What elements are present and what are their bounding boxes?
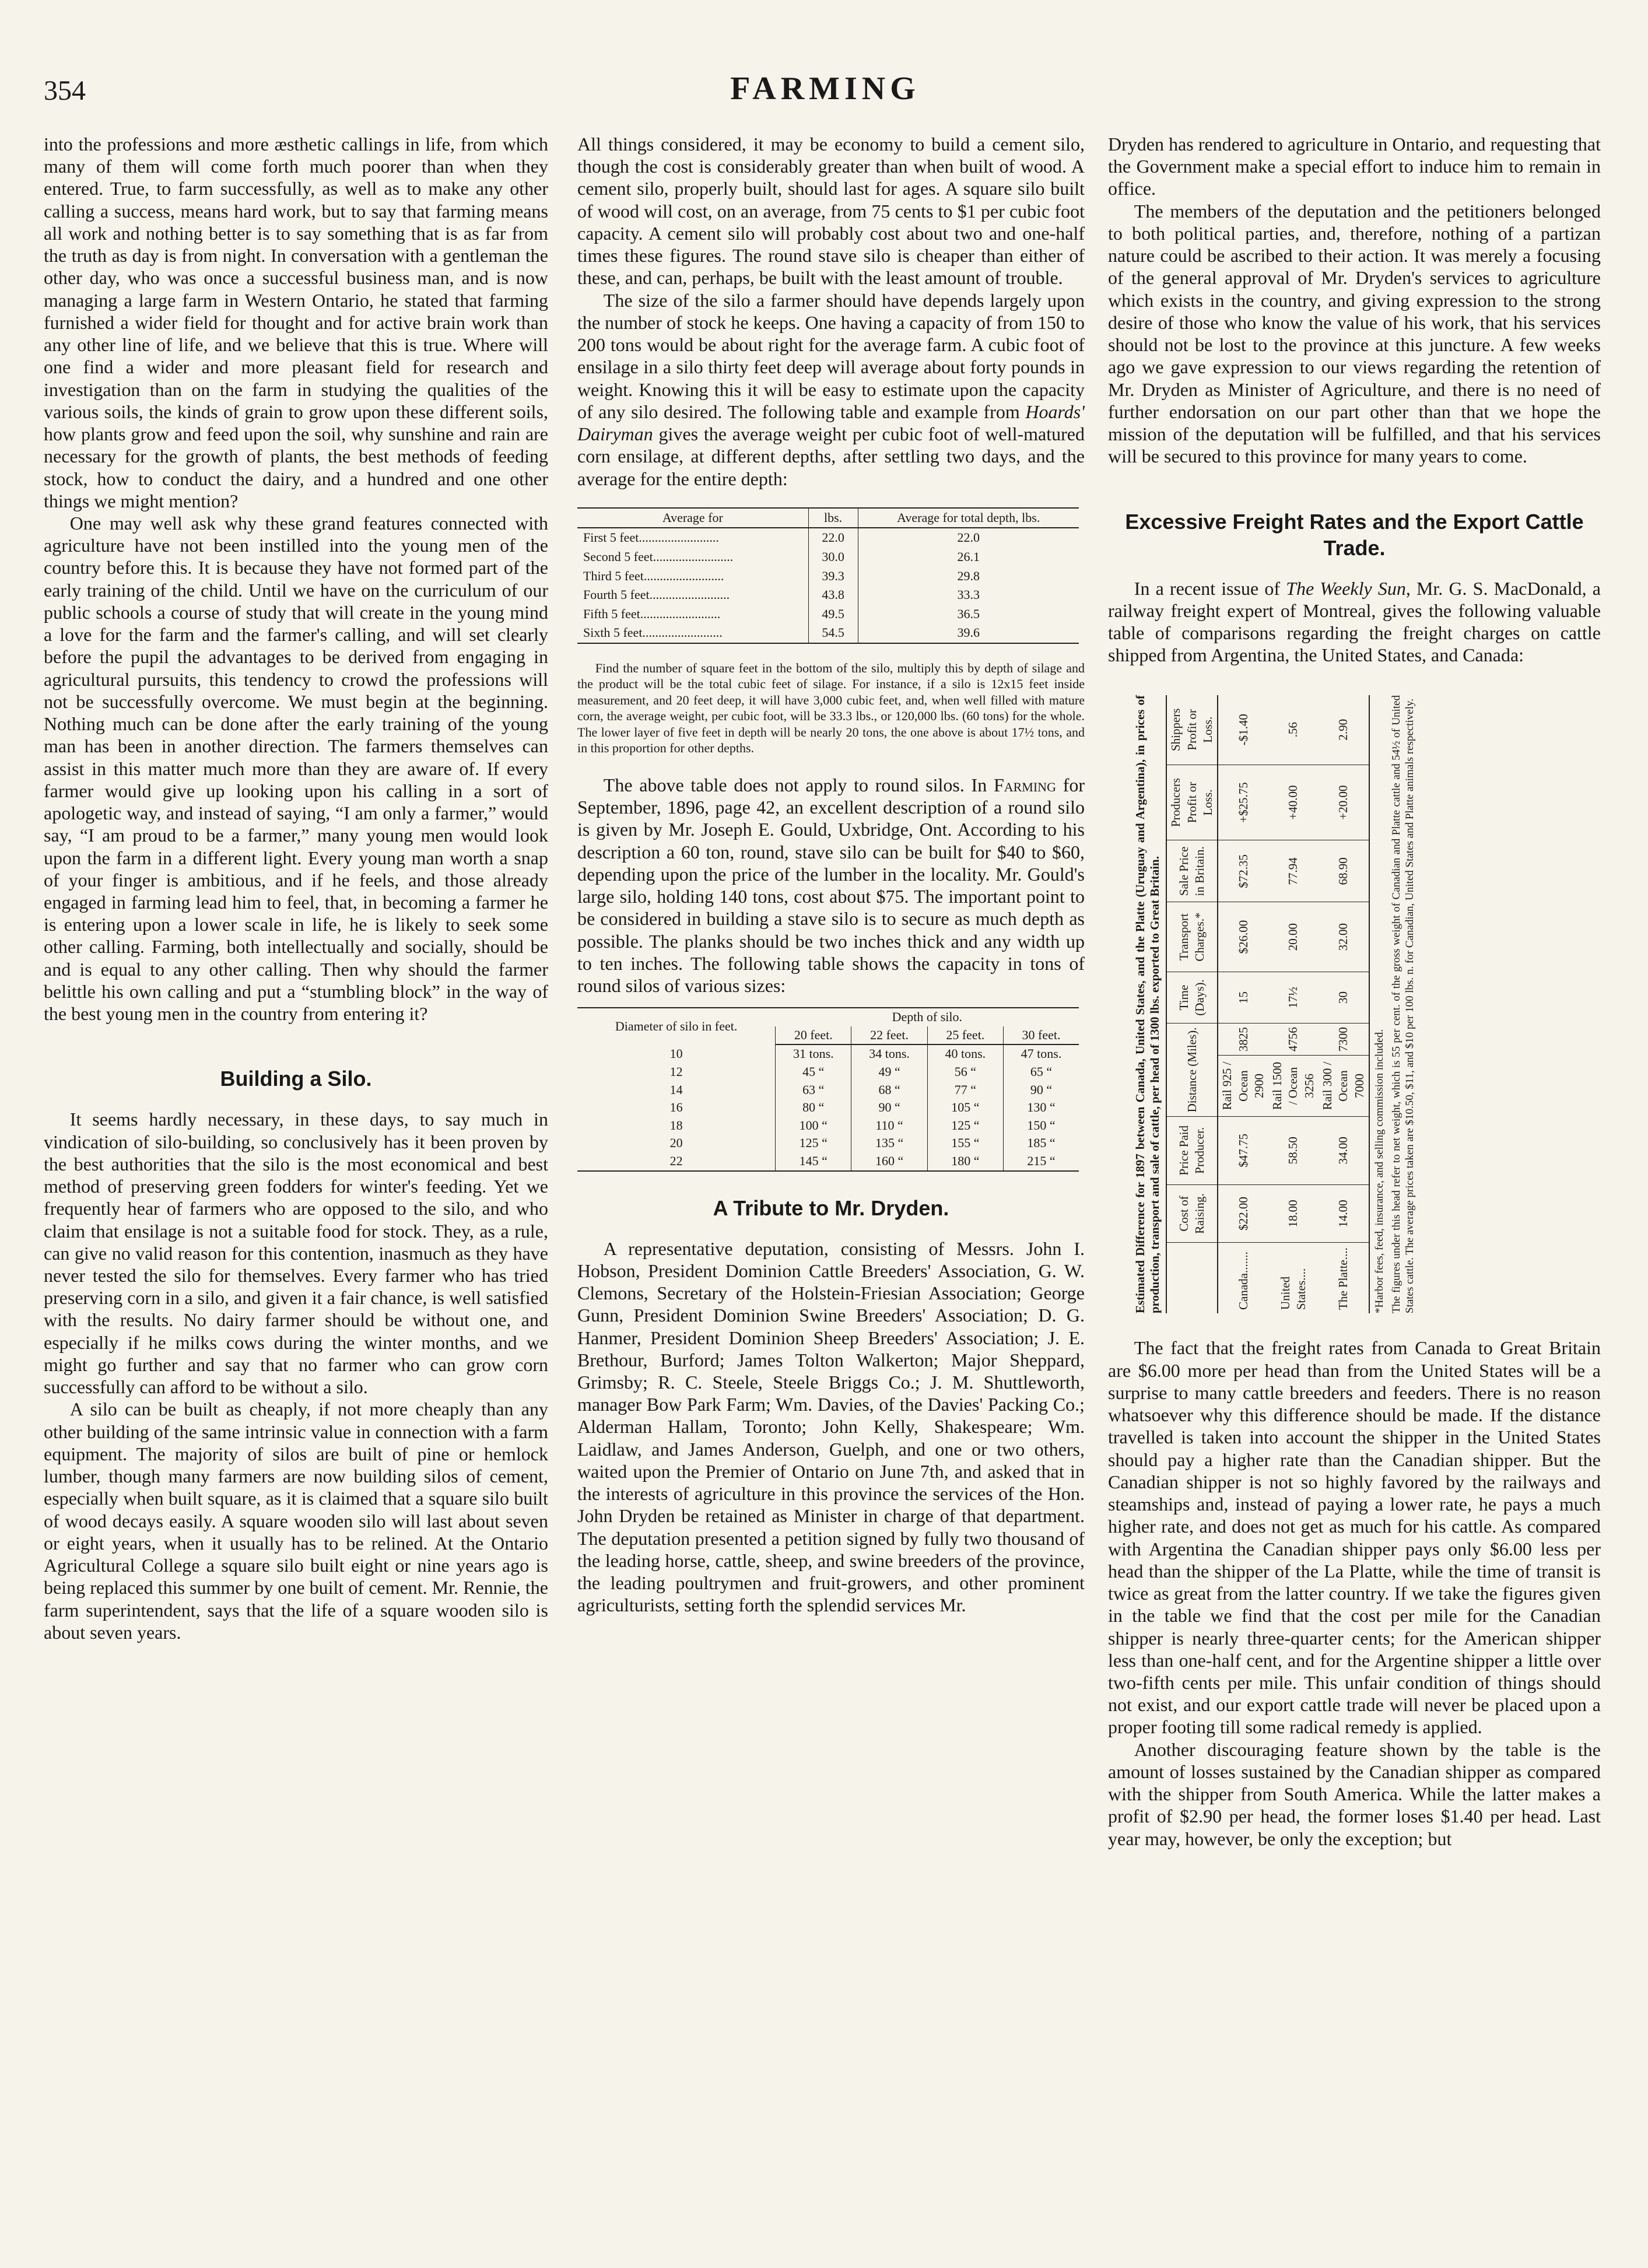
table-cell: 145 “ — [776, 1152, 851, 1171]
table-cell: +$25.75 — [1218, 765, 1268, 840]
table-header: Distance (Miles). — [1166, 1023, 1218, 1117]
table-cell: Rail 1500 / Ocean 3256 — [1268, 1056, 1319, 1117]
table-cell: 15 — [1218, 972, 1268, 1023]
table-row — [577, 1134, 1079, 1152]
table-cell: 18.00 — [1268, 1185, 1319, 1243]
table-header: 30 feet. — [1003, 1026, 1079, 1045]
table-cell: 80 “ — [776, 1099, 851, 1117]
table-cell: 36.5 — [858, 605, 1079, 624]
table-header: Cost of Raising. — [1166, 1185, 1218, 1243]
table-cell: 58.50 — [1268, 1117, 1319, 1185]
table-cell: United States.... — [1278, 1268, 1308, 1310]
table-cell: Sixth 5 feet......................... — [583, 625, 723, 640]
table-header: lbs. — [808, 508, 858, 528]
table-cell: 215 “ — [1003, 1152, 1079, 1171]
round-silo-table — [577, 1007, 1079, 1171]
table-cell: Rail 300 / Ocean 7000 — [1319, 1056, 1369, 1117]
table-cell: 105 “ — [927, 1099, 1003, 1117]
table-row — [577, 1117, 1079, 1135]
table-header: Diameter of silo in feet. — [615, 1019, 738, 1034]
table-header: Sale Price in Britain. — [1166, 840, 1218, 902]
table-cell: 100 “ — [776, 1117, 851, 1135]
section-heading: A Tribute to Mr. Dryden. — [713, 1196, 949, 1220]
source-title: Hoards' Dairyman — [577, 401, 1085, 445]
table-row — [577, 1081, 1079, 1099]
table-cell: Second 5 feet......................... — [583, 549, 734, 564]
table-cell: 33.3 — [858, 586, 1079, 605]
table-cell: 135 “ — [851, 1134, 927, 1152]
table-cell: 45 “ — [776, 1063, 851, 1081]
source-title: The Weekly Sun — [1286, 577, 1406, 599]
table-row — [577, 586, 1079, 605]
table-cell: +40.00 — [1268, 765, 1319, 840]
table-cell: $26.00 — [1218, 902, 1268, 972]
table-cell: 16 — [669, 1100, 683, 1115]
table-header: Depth of silo. — [892, 1009, 963, 1025]
table-cell: 30.0 — [808, 548, 858, 567]
weight-table — [577, 507, 1079, 644]
table-row — [577, 623, 1079, 643]
table-cell: 2.90 — [1319, 695, 1369, 765]
page-header — [44, 70, 1607, 117]
table-cell: 77.94 — [1268, 840, 1319, 902]
table-cell: 14 — [669, 1082, 683, 1097]
paragraph: A silo can be built as cheaply, if not more cheaply than any other building of the same intrinsic value in connection with a farm equipment. The majority of silos are built of pine or hemlock lumber, though many farmers are now building silos of cement, especially when built square, as it is claimed that a square silo built of wood decays easily. A square wooden silo will last about seven or eight years, when it usually has to be relined. At the Ontario Agricultural College a square silo built eight or nine years ago is being replaced this summer by one built of cement. Mr. Rennie, the farm superintendent, says that the life of a square wooden silo is about seven years. — [44, 1398, 548, 1643]
table-cell: .56 — [1268, 695, 1319, 765]
table-cell: Fourth 5 feet......................... — [583, 587, 730, 602]
paragraph: The above table does not apply to round silos. In Farming for September, 1896, page 42, an excellent description of a round silo is given by Mr. Joseph E. Gould, Uxbridge, Ont. According to his description a 60 ton, round, stave silo can be built for $40 to $60, depending upon the price of the lumber in the locality. Mr. Gould's large silo, holding 140 tons, cost about $75. The important point to be considered in building a stave silo is to secure as much depth as possible. The planks should be two inches thick and any width up to ten inches. The following table shows the capacity in tons of round silos of various sizes: — [577, 774, 1085, 997]
table-row — [1268, 695, 1319, 1313]
table-cell: 68 “ — [851, 1081, 927, 1099]
table-cell: 14.00 — [1319, 1185, 1369, 1243]
section-heading: Building a Silo. — [220, 1067, 372, 1091]
table-cell: 63 “ — [776, 1081, 851, 1099]
table-row — [1319, 695, 1369, 1313]
table-cell: 54.5 — [808, 623, 858, 643]
table-cell: Rail 925 / Ocean 2900 — [1218, 1056, 1268, 1117]
paragraph: It seems hardly necessary, in these days, to say much in vindication of silo-building, so conclusively has it been proven by the best authorities that the silo is the most economical and best method of preserving green fodders for winter's feeding. Yet we frequently hear of farmers who are opposed to the silo, and who claim that ensilage is not a suitable food for stock. They, as a rule, can give no valid reason for this contention, inasmuch as they have never tested the silo for themselves. Every farmer who has tried preserving corn in a silo, and given it a fair chance, is well satisfied with the results. No dairy farmer should be without one, and especially if he milks cows during the winter months, and we might go further and say that no farmer who can grow corn successfully can afford to be without a silo. — [44, 1109, 548, 1398]
table-row — [577, 1152, 1079, 1171]
table-cell: 185 “ — [1003, 1134, 1079, 1152]
paragraph: The fact that the freight rates from Canada to Great Britain are $6.00 more per head than from the United States will be a surprise to many cattle breeders and feeders. There is no reason whatsoever why this difference should be made. If the distance travelled is taken into account the shipper in the United States should pay a higher rate than the Canadian shipper. But the Canadian shipper is not so highly favored by the railways and steamships and, instead of paying a lower rate, he pays a much higher rate, and does not get as much for his cattle. As compared with Argentina the Canadian shipper pays only $6.00 less per head than the shipper of the La Platte, while the time of transit is twice as great from the latter country. If we take the figures given in the table we find that the cost per mile for the Canadian shipper is nearly three-quarter cents; for the American shipper less than one-half cent, and for the Argentine shipper a little over two-fifth cents per mile. This unfair condition of things should not exist, and our export cattle trade will never be placed upon a proper footing till some radical remedy is applied. — [1108, 1337, 1601, 1738]
paragraph: A representative deputation, consisting of Messrs. John I. Hobson, President Dominion Cattle Breeders' Association, G. W. Clemons, Secretary of the Holstein-Friesian Association; George Gunn, President Dominion Swine Breeders' Association; D. G. Hanmer, President Dominion Sheep Breeders' Association; J. E. Brethour, Burford; James Tolton Walkerton; Major Sheppard, Grimsby; R. C. Steele, Steele Briggs Co.; J. M. Shuttleworth, manager Bow Park Farm; Wm. Davies, of the Davies' Packing Co.; Alderman Hallam, Toronto; John Kelly, Shakespeare; Wm. Laidlaw, and James Anderson, Guelph, and one or two others, waited upon the Premier of Ontario on June 7th, and asked that in the interests of agriculture in this province the services of the Hon. John Dryden be retained as Minister in charge of that department. The deputation presented a petition signed by fully two thousand of the leading horse, cattle, sheep, and swine breeders of the province, the leading poultrymen and fruit-growers, and other prominent agriculturists, setting forth the splendid services Mr. — [577, 1238, 1085, 1616]
table-cell: Canada....... — [1236, 1252, 1250, 1310]
table-cell: 180 “ — [927, 1152, 1003, 1171]
table-cell: $72.35 — [1218, 840, 1268, 902]
table-cell: 7300 — [1319, 1023, 1369, 1056]
table-cell: 110 “ — [851, 1117, 927, 1135]
table-cell: 22 — [669, 1154, 683, 1168]
table-row — [577, 1063, 1079, 1081]
table-cell: 22.0 — [858, 528, 1079, 548]
table-cell: 150 “ — [1003, 1117, 1079, 1135]
table-note: Find the number of square feet in the bottom of the silo, multiply this by depth of silage and the product will be the total cubic feet of silage. For instance, if a silo is 12x15 feet inside measurement, and 20 feet deep, it will have 3,000 cubic feet, and, when well filled with mature corn, the average weight, per cubic foot, will be 33.3 lbs., or 120,000 lbs. (60 tons) for the whole. The lower layer of five feet in depth will be nearly 20 tons, the one above is about 17½ tons, and in this proportion for other depths. — [577, 660, 1085, 756]
table-row — [1218, 695, 1268, 1313]
table-cell: 20 — [669, 1135, 683, 1151]
table-cell: 68.90 — [1319, 840, 1369, 902]
table-cell: 49.5 — [808, 605, 858, 624]
table-header: 25 feet. — [927, 1026, 1003, 1045]
running-head: FARMING — [730, 71, 920, 107]
table-row — [577, 1044, 1079, 1063]
table-cell: Third 5 feet......................... — [583, 568, 724, 583]
table-header — [1166, 1243, 1218, 1313]
table-cell: 32.00 — [1319, 902, 1369, 972]
table-cell: 130 “ — [1003, 1099, 1079, 1117]
table-cell: 30 — [1319, 972, 1369, 1023]
table-row — [577, 548, 1079, 567]
table-cell: 34.00 — [1319, 1117, 1369, 1185]
paragraph: Dryden has rendered to agriculture in Ontario, and requesting that the Government make a special effort to induce him to remain in office. — [1108, 134, 1601, 199]
paragraph: into the professions and more æsthetic callings in life, from which many of them will come forth much poorer than when they entered. True, to farm successfully, as well as to make any other calling a success, means hard work, but to say that farming means all work and nothing better is to say something that is as far from the truth as day is from night. In conversation with a gentleman the other day, who was once a successful business man, and is now managing a large farm in Western Ontario, he stated that farming furnished a wider field for thought and for active brain work than any other line of life, and we believe that this is true. Where will one find a wider and more pleasant field for research and investigation than on the farm in studying the qualities of the various soils, the kinds of grain to grow upon these different soils, how plants grow and feed upon the soil, why sunshine and rain are necessary for the growth of plants, the best methods of feeding stock, how to conduct the dairy, and a hundred and one other things we might mention? — [44, 134, 548, 511]
table-header: 22 feet. — [851, 1026, 927, 1045]
section-heading: Excessive Freight Rates and the Export Cattle Trade. — [1125, 509, 1584, 560]
table-cell: Fifth 5 feet......................... — [583, 606, 721, 621]
paragraph: All things considered, it may be economy to build a cement silo, though the cost is considerably greater than when built of wood. A cement silo, properly built, should last for ages. A square silo built of wood will cost, on an average, from 75 cents to $1 per cubic foot capacity. A cement silo will probably cost about two and one-half times these figures. The round stave silo is cheaper than either of these, and can, perhaps, be built with the least amount of trouble. — [577, 134, 1085, 289]
table-cell: +20.00 — [1319, 765, 1369, 840]
table-row — [577, 605, 1079, 624]
page-number: 354 — [44, 75, 86, 106]
column-2 — [577, 133, 1085, 1617]
table-row — [577, 1099, 1079, 1117]
table-cell: 65 “ — [1003, 1063, 1079, 1081]
table-cell: 29.8 — [858, 567, 1079, 586]
table-cell: 31 tons. — [776, 1044, 851, 1063]
table-cell: First 5 feet......................... — [583, 530, 719, 545]
paragraph: Another discouraging feature shown by the table is the amount of losses sustained by the Canadian shipper as compared with the shipper from South America. While the latter makes a profit of $2.90 per head, the former loses $1.40 per head. Last year may, however, be only the exception; but — [1108, 1738, 1601, 1849]
table-header: 20 feet. — [776, 1026, 851, 1045]
table-cell: 22.0 — [808, 528, 858, 548]
table-header: Shippers Profit or Loss. — [1166, 695, 1218, 765]
table-caption: Estimated Difference for 1897 between Canada, United States, and the Platte (Uruguay and Argentina), in prices of production, transport and sale of cattle, per head of 1300 lbs. exported to Great Britain. — [1132, 695, 1162, 1314]
table-header: Time (Days). — [1166, 972, 1218, 1023]
table-footnote: *Harbor fees, feed, insurance, and selling commission included. — [1373, 1029, 1386, 1314]
journal-name: Farming — [993, 774, 1056, 795]
table-cell: 56 “ — [927, 1063, 1003, 1081]
table-cell: 90 “ — [1003, 1081, 1079, 1099]
table-cell: 39.3 — [808, 567, 858, 586]
table-cell: 12 — [669, 1064, 683, 1079]
table-header: Average for — [577, 508, 808, 528]
table-cell: 125 “ — [776, 1134, 851, 1152]
table-header: Transport Charges.* — [1166, 902, 1218, 972]
table-cell: 77 “ — [927, 1081, 1003, 1099]
table-cell: 20.00 — [1268, 902, 1319, 972]
table-cell: 10 — [669, 1046, 683, 1061]
table-cell: 40 tons. — [927, 1044, 1003, 1063]
table-cell: 4756 — [1268, 1023, 1319, 1056]
column-3 — [1108, 133, 1601, 1850]
table-row — [577, 528, 1079, 548]
paragraph: In a recent issue of The Weekly Sun, Mr. G. S. MacDonald, a railway freight expert of Montreal, gives the following valuable table of comparisons regarding the freight charges on cattle shipped from Argentina, the United States, and Canada: — [1108, 577, 1601, 666]
table-cell: 18 — [669, 1117, 683, 1133]
table-cell: -$1.40 — [1218, 695, 1268, 765]
table-header: Producers Profit or Loss. — [1166, 765, 1218, 840]
table-cell: 17½ — [1268, 972, 1319, 1023]
table-cell: 39.6 — [858, 623, 1079, 643]
table-cell: The Platte.... — [1335, 1247, 1350, 1310]
table-row — [577, 567, 1079, 586]
table-cell: $47.75 — [1218, 1117, 1268, 1185]
table-header: Average for total depth, lbs. — [858, 508, 1079, 528]
table-cell: 90 “ — [851, 1099, 927, 1117]
table-cell: 125 “ — [927, 1117, 1003, 1135]
table-header: Price Paid Producer. — [1166, 1117, 1218, 1185]
table-cell: 43.8 — [808, 586, 858, 605]
table-cell: 49 “ — [851, 1063, 927, 1081]
freight-table — [1166, 695, 1370, 1313]
table-cell: 47 tons. — [1003, 1044, 1079, 1063]
freight-table-block — [1108, 683, 1601, 1325]
table-cell: 3825 — [1218, 1023, 1268, 1056]
table-footnote: The figures under this head refer to net weight, which is 55 per cent. of the gross weight of Canadian and Platte cattle and 54½ of United States cattle. The average prices taken are $10.50, $11, and $10 per 100 lbs. n. for Canadian, United States and Platte animals respectively. — [1390, 695, 1416, 1314]
table-cell: 155 “ — [927, 1134, 1003, 1152]
table-cell: 34 tons. — [851, 1044, 927, 1063]
paragraph: One may well ask why these grand features connected with agriculture have not been instilled into the young men of the country before this. It is because they have not formed part of the early training of the child. Until we have on the curriculum of our public schools a course of study that will create in the young mind a love for the farm and the farmer's calling, and will set clearly before the pupil the advantages to be derived from engaging in agricultural pursuits, this tendency to crowd the professions will not be successfully overcome. We must begin at the beginning. Nothing much can be done after the early training of the young man has been in another direction. The farmers themselves can assist in this matter much more than they are aware of. If every farmer would give up looking upon his calling in a sort of apologetic way, and instead of saying, “I am only a farmer,” would say, “I am proud to be a farmer,” many young men would look upon the farm in a different light. Every young man worth a snap of your finger is ambitious, and if he feels, and those already engaged in farming lead him to feel, that, in becoming a farmer he is entering upon a lower scale in life, he is likely to seek some other calling. Farming, both intellectually and socially, should be and is equal to any other calling. Then why should the farmer belittle his own calling and put a “stumbling block” in the way of the best young men in the country from entering it? — [44, 512, 548, 1025]
paragraph: The members of the deputation and the petitioners belonged to both political parties, and, therefore, nothing of a partizan nature could be ascribed to their action. It was merely a focusing of the general approval of Mr. Dryden's services to agriculture which exists in the country, and giving expression to the strong desire of those who know the value of his work, that his services should not be lost to the province at this juncture. A few weeks ago we gave expression to our views regarding the retention of Mr. Dryden as Minister of Agriculture, and there is no need of further endorsation on our part other than that we hope the mission of the deputation will be fulfilled, and that his services will be secured to this province for many years to come. — [1108, 200, 1601, 467]
table-cell: $22.00 — [1218, 1185, 1268, 1243]
column-1 — [44, 133, 548, 1643]
paragraph: The size of the silo a farmer should have depends largely upon the number of stock he keeps. One having a capacity of from 150 to 200 tons would be about right for the average farm. A cubic foot of ensilage in a silo thirty feet deep will average about forty pounds in weight. Knowing this it will be easy to estimate upon the capacity of any silo desired. The following table and example from Hoards' Dairyman gives the average weight per cubic foot of well-matured corn ensilage, at different depths, after settling two days, and the average for the entire depth: — [577, 289, 1085, 489]
table-cell: 26.1 — [858, 548, 1079, 567]
table-cell: 160 “ — [851, 1152, 927, 1171]
